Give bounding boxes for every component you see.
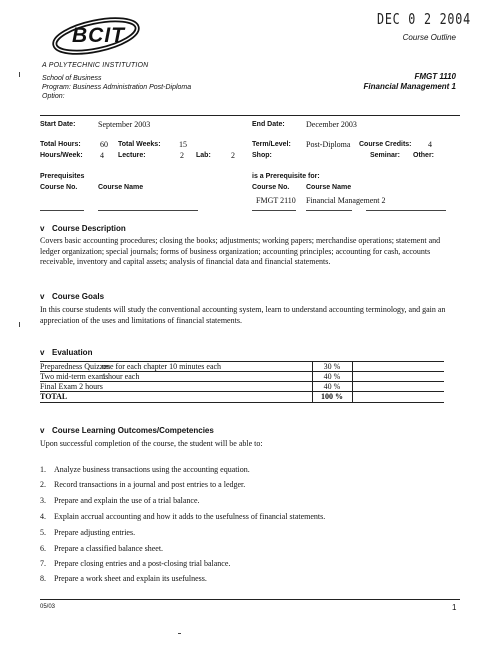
outcome-item: [40, 512, 325, 521]
option-line: Option:: [42, 93, 65, 100]
blank-line: [40, 210, 84, 211]
outcome-item: [40, 480, 245, 489]
outcome-number: 5.: [40, 528, 46, 537]
learning-outcomes-title: Course Learning Outcomes/Competencies: [52, 426, 214, 435]
total-weeks-value: 15: [179, 140, 187, 149]
evaluation-row: [40, 372, 444, 381]
percent-column-border: [352, 361, 353, 403]
blank-line: [252, 210, 296, 211]
lecture-value: 2: [180, 151, 184, 160]
course-description-title: Course Description: [52, 224, 126, 233]
section-marker-icon: v: [40, 426, 45, 435]
evaluation-detail: one for each chapter 10 minutes each: [102, 362, 222, 371]
outcome-number: 8.: [40, 574, 46, 583]
section-marker-icon: v: [40, 224, 45, 233]
section-marker-icon: v: [40, 348, 45, 357]
course-description-text: Covers basic accounting procedures; closing the books; adjustments; working papers; merchandise operations; statement and ledger organization; special journals; forms of business organization; accounting principles; accounting for cash, accounts receivable, inventory and capital assets; analysis of financial data and financial statements.: [40, 236, 441, 266]
seminar-label: Seminar:: [370, 152, 400, 159]
margin-mark: [178, 633, 181, 634]
outcome-text: Explain accrual accounting and how it adds to the usefulness of financial statements.: [54, 512, 326, 521]
term-level-label: Term/Level:: [252, 141, 291, 148]
evaluation-row: [40, 382, 444, 391]
evaluation-item: Final Exam 2 hours: [40, 382, 103, 391]
logo-text: BCIT: [72, 24, 125, 47]
date-stamp: DEC 0 2 2004: [377, 10, 471, 28]
lecture-label: Lecture:: [118, 152, 146, 159]
evaluation-item: Preparedness Quizzes: [40, 362, 110, 371]
evaluation-total-percent: 100 %: [321, 392, 343, 401]
evaluation-detail: 1 hour each: [102, 372, 140, 381]
row-divider: [40, 402, 444, 403]
outcome-text: Prepare a classified balance sheet.: [54, 544, 164, 553]
page-number: 1: [452, 603, 457, 612]
evaluation-percent: 40 %: [323, 382, 341, 391]
program-line: Program: Business Administration Post-Diploma: [42, 84, 192, 91]
margin-mark: [19, 72, 20, 77]
blank-line: [366, 210, 446, 211]
learning-outcomes-intro: Upon successful completion of the course, the student will be able to:: [40, 439, 263, 448]
margin-mark: [19, 322, 20, 327]
outcome-item: [40, 496, 200, 505]
percent-column-border: [312, 361, 313, 403]
outcome-text: Record transactions in a journal and post entries to a ledger.: [54, 480, 246, 489]
course-goals-title: Course Goals: [52, 292, 105, 301]
blank-line: [98, 210, 198, 211]
outcome-number: 4.: [40, 512, 46, 521]
outcome-text: Analyze business transactions using the accounting equation.: [54, 465, 250, 474]
prereq-course-no-header: Course No.: [40, 184, 78, 191]
outcome-item: [40, 465, 250, 474]
hours-week-label: Hours/Week:: [40, 152, 83, 159]
end-date-label: End Date:: [252, 121, 285, 128]
header-divider: [40, 115, 460, 116]
course-credits-value: 4: [428, 140, 432, 149]
footer-divider: [40, 599, 460, 600]
outcome-item: [40, 574, 207, 583]
logo-tagline: A POLYTECHNIC INSTITUTION: [42, 62, 149, 69]
prereq-row-course-name: Financial Management 2: [306, 196, 386, 205]
start-date-value: September 2003: [98, 120, 151, 129]
other-label: Other:: [413, 152, 434, 159]
evaluation-row: [40, 362, 444, 371]
school-line: School of Business: [42, 75, 102, 82]
outcome-item: [40, 559, 230, 568]
outcome-text: Prepare closing entries and a post-closing trial balance.: [54, 559, 231, 568]
document-type: Course Outline: [402, 33, 456, 42]
course-goals-text: In this course students will study the conventional accounting system, learn to understand accounting terminology, and gain an appreciation of the uses and limitations of financial statements.: [40, 305, 446, 325]
outcome-text: Prepare and explain the use of a trial balance.: [54, 496, 200, 505]
section-marker-icon: v: [40, 292, 45, 301]
start-date-label: Start Date:: [40, 121, 76, 128]
lab-value: 2: [231, 151, 235, 160]
total-hours-label: Total Hours:: [40, 141, 81, 148]
course-code: FMGT 1110: [414, 72, 456, 81]
outcome-number: 6.: [40, 544, 46, 553]
is-prereq-title: is a Prerequisite for:: [252, 173, 320, 180]
total-weeks-label: Total Weeks:: [118, 141, 161, 148]
outcome-number: 7.: [40, 559, 46, 568]
total-hours-value: 60: [100, 140, 108, 149]
course-title: Financial Management 1: [363, 82, 456, 91]
prereq-row-course-no: FMGT 2110: [256, 196, 296, 205]
footer-date: 05/03: [40, 604, 56, 610]
is-prereq-course-no-header: Course No.: [252, 184, 290, 191]
evaluation-percent: 40 %: [323, 372, 341, 381]
term-level-value: Post-Diploma: [306, 140, 351, 149]
evaluation-item: Two mid-term exams: [40, 372, 109, 381]
prereq-course-name-header: Course Name: [98, 184, 144, 191]
outcome-text: Prepare a work sheet and explain its usefulness.: [54, 574, 207, 583]
outcome-number: 3.: [40, 496, 46, 505]
outcome-number: 1.: [40, 465, 46, 474]
outcome-item: [40, 544, 163, 553]
shop-label: Shop:: [252, 152, 272, 159]
course-credits-label: Course Credits:: [359, 141, 412, 148]
evaluation-percent: 30 %: [323, 362, 341, 371]
prerequisites-title: Prerequisites: [40, 173, 85, 180]
is-prereq-course-name-header: Course Name: [306, 184, 352, 191]
evaluation-title: Evaluation: [52, 348, 93, 357]
lab-label: Lab:: [196, 152, 211, 159]
blank-line: [306, 210, 352, 211]
evaluation-total-label: TOTAL: [40, 392, 68, 401]
hours-week-value: 4: [100, 151, 104, 160]
evaluation-total-row: [40, 392, 444, 401]
end-date-value: December 2003: [306, 120, 357, 129]
outcome-item: [40, 528, 135, 537]
bcit-logo: [46, 14, 146, 62]
outcome-text: Prepare adjusting entries.: [54, 528, 136, 537]
outcome-number: 2.: [40, 480, 46, 489]
